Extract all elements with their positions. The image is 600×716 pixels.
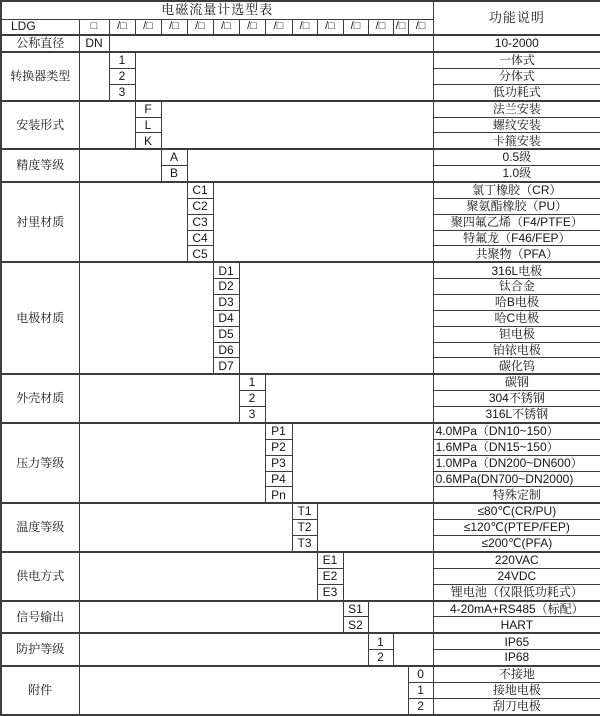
model-code-slot: /□ <box>161 19 187 35</box>
category-label-protection-class: 防护等级 <box>1 633 79 666</box>
option-code-accessories-1: 1 <box>408 683 433 699</box>
empty-cell <box>79 666 408 715</box>
option-desc-installation-type-F: 法兰安装 <box>433 101 600 117</box>
empty-cell <box>79 149 161 182</box>
option-desc-power-supply-E1: 220VAC <box>433 552 600 568</box>
option-code-nominal-diameter-DN: DN <box>79 35 109 52</box>
empty-cell <box>79 423 265 503</box>
option-desc-power-supply-E2: 24VDC <box>433 568 600 584</box>
option-code-installation-type-K: K <box>135 133 161 149</box>
option-code-converter-type-1: 1 <box>109 52 135 68</box>
model-code-slot: /□ <box>109 19 135 35</box>
option-desc-converter-type-2: 分体式 <box>433 68 600 84</box>
option-code-temperature-rating-T2: T2 <box>292 520 317 536</box>
model-code-slot: /□ <box>368 19 393 35</box>
option-desc-lining-material-C2: 聚氨酯橡胶（PU） <box>433 198 600 214</box>
category-label-converter-type: 转换器类型 <box>1 52 79 101</box>
category-label-installation-type: 安装形式 <box>1 101 79 150</box>
option-code-installation-type-F: F <box>135 101 161 117</box>
category-label-housing-material: 外壳材质 <box>1 374 79 423</box>
empty-cell <box>79 503 292 552</box>
option-desc-electrode-material-D1: 316L电极 <box>433 262 600 278</box>
option-code-pressure-rating-P1: P1 <box>265 423 292 439</box>
model-code-slot: □ <box>79 19 109 35</box>
option-code-pressure-rating-P3: P3 <box>265 455 292 471</box>
option-desc-electrode-material-D5: 钽电极 <box>433 326 600 342</box>
empty-cell <box>79 633 368 666</box>
option-desc-converter-type-1: 一体式 <box>433 52 600 68</box>
empty-cell <box>79 601 343 634</box>
model-code-slot: /□ <box>408 19 433 35</box>
option-code-converter-type-3: 3 <box>109 84 135 100</box>
category-label-electrode-material: 电极材质 <box>1 262 79 374</box>
category-label-signal-output: 信号输出 <box>1 601 79 634</box>
option-code-pressure-rating-P4: P4 <box>265 471 292 487</box>
model-code-slot: /□ <box>343 19 368 35</box>
option-desc-electrode-material-D2: 钛合金 <box>433 279 600 295</box>
option-desc-housing-material-1: 碳钢 <box>433 374 600 390</box>
model-code-slot: /□ <box>265 19 292 35</box>
empty-cell <box>265 374 433 423</box>
empty-cell <box>79 182 187 262</box>
option-code-accessories-0: 0 <box>408 666 433 682</box>
option-desc-power-supply-E3: 锂电池（仅限低功耗式） <box>433 584 600 600</box>
option-desc-signal-output-S1: 4-20mA+RS485（标配） <box>433 601 600 617</box>
option-desc-lining-material-C5: 共聚物（PFA） <box>433 246 600 262</box>
empty-cell <box>79 374 239 423</box>
option-code-lining-material-C5: C5 <box>187 246 213 262</box>
category-label-pressure-rating: 压力等级 <box>1 423 79 503</box>
option-code-electrode-material-D3: D3 <box>213 295 239 311</box>
option-desc-lining-material-C3: 聚四氟乙烯（F4/PTFE） <box>433 214 600 230</box>
table-title: 电磁流量计选型表 <box>1 1 433 19</box>
empty-cell <box>79 52 109 101</box>
empty-cell <box>368 601 433 634</box>
option-code-power-supply-E2: E2 <box>317 568 343 584</box>
category-label-lining-material: 衬里材质 <box>1 182 79 262</box>
option-code-pressure-rating-P2: P2 <box>265 439 292 455</box>
option-code-converter-type-2: 2 <box>109 68 135 84</box>
empty-cell <box>187 149 433 182</box>
option-desc-pressure-rating-P4: 0.6MPa(DN700~DN2000) <box>433 471 600 487</box>
empty-cell <box>393 633 433 666</box>
option-code-signal-output-S2: S2 <box>343 617 368 633</box>
option-code-electrode-material-D2: D2 <box>213 279 239 295</box>
option-code-protection-class-2: 2 <box>368 650 393 666</box>
option-desc-accuracy-class-B: 1.0级 <box>433 166 600 182</box>
empty-cell <box>239 262 433 374</box>
option-desc-pressure-rating-Pn: 特殊定制 <box>433 487 600 503</box>
option-code-power-supply-E3: E3 <box>317 584 343 600</box>
model-code-slot: /□ <box>135 19 161 35</box>
option-code-temperature-rating-T3: T3 <box>292 536 317 552</box>
option-desc-lining-material-C4: 特氟龙（F46/FEP） <box>433 230 600 246</box>
option-desc-pressure-rating-P2: 1.6MPa（DN15~150） <box>433 439 600 455</box>
empty-cell <box>79 262 213 374</box>
option-desc-housing-material-2: 304不锈钢 <box>433 391 600 407</box>
option-desc-electrode-material-D4: 哈C电极 <box>433 310 600 326</box>
model-code-slot: /□ <box>292 19 317 35</box>
model-code-slot: /□ <box>213 19 239 35</box>
option-code-accuracy-class-B: B <box>161 166 187 182</box>
option-desc-temperature-rating-T3: ≤200℃(PFA) <box>433 536 600 552</box>
category-label-power-supply: 供电方式 <box>1 552 79 601</box>
category-label-temperature-rating: 温度等级 <box>1 503 79 552</box>
option-desc-temperature-rating-T2: ≤120℃(PTEP/FEP) <box>433 520 600 536</box>
empty-cell <box>343 552 433 601</box>
option-desc-nominal-diameter-DN: 10-2000 <box>433 35 600 52</box>
model-code-slot: /□ <box>393 19 408 35</box>
option-code-electrode-material-D5: D5 <box>213 326 239 342</box>
option-code-electrode-material-D4: D4 <box>213 310 239 326</box>
empty-cell <box>79 552 317 601</box>
option-desc-installation-type-L: 螺纹安装 <box>433 117 600 133</box>
option-code-electrode-material-D1: D1 <box>213 262 239 278</box>
empty-cell <box>213 182 433 262</box>
empty-cell <box>292 423 433 503</box>
model-code-slot: /□ <box>187 19 213 35</box>
option-desc-converter-type-3: 低功耗式 <box>433 84 600 100</box>
option-desc-installation-type-K: 卡箍安装 <box>433 133 600 149</box>
category-label-accuracy-class: 精度等级 <box>1 149 79 182</box>
category-label-accessories: 附件 <box>1 666 79 715</box>
option-desc-electrode-material-D3: 哈B电极 <box>433 295 600 311</box>
model-code-slot: /□ <box>317 19 343 35</box>
option-code-electrode-material-D7: D7 <box>213 358 239 374</box>
option-code-accessories-2: 2 <box>408 698 433 715</box>
option-code-lining-material-C4: C4 <box>187 230 213 246</box>
empty-cell <box>135 52 433 101</box>
model-code-slot: /□ <box>239 19 265 35</box>
option-code-power-supply-E1: E1 <box>317 552 343 568</box>
option-code-housing-material-1: 1 <box>239 374 265 390</box>
option-code-housing-material-2: 2 <box>239 391 265 407</box>
option-code-lining-material-C1: C1 <box>187 182 213 198</box>
option-code-housing-material-3: 3 <box>239 407 265 423</box>
option-desc-protection-class-2: IP68 <box>433 650 600 666</box>
option-desc-housing-material-3: 316L不锈钢 <box>433 407 600 423</box>
option-code-electrode-material-D6: D6 <box>213 342 239 358</box>
option-desc-accessories-2: 刮刀电极 <box>433 698 600 715</box>
option-code-protection-class-1: 1 <box>368 633 393 649</box>
model-prefix: LDG <box>1 19 79 35</box>
option-desc-electrode-material-D7: 碳化钨 <box>433 358 600 374</box>
option-code-installation-type-L: L <box>135 117 161 133</box>
option-code-signal-output-S1: S1 <box>343 601 368 617</box>
option-desc-accuracy-class-A: 0.5级 <box>433 149 600 165</box>
option-code-pressure-rating-Pn: Pn <box>265 487 292 503</box>
option-desc-accessories-0: 不接地 <box>433 666 600 682</box>
category-label-nominal-diameter: 公称直径 <box>1 35 79 52</box>
empty-cell <box>317 503 433 552</box>
option-desc-lining-material-C1: 氯丁橡胶（CR） <box>433 182 600 198</box>
option-code-lining-material-C3: C3 <box>187 214 213 230</box>
option-desc-electrode-material-D6: 铂铱电极 <box>433 342 600 358</box>
option-desc-temperature-rating-T1: ≤80℃(CR/PU) <box>433 503 600 519</box>
option-code-temperature-rating-T1: T1 <box>292 503 317 519</box>
empty-cell <box>79 101 135 150</box>
function-description-header: 功能说明 <box>433 1 600 35</box>
option-desc-accessories-1: 接地电极 <box>433 683 600 699</box>
empty-cell <box>109 35 433 52</box>
option-desc-protection-class-1: IP65 <box>433 633 600 649</box>
option-code-lining-material-C2: C2 <box>187 198 213 214</box>
option-desc-pressure-rating-P3: 1.0MPa（DN200~DN600） <box>433 455 600 471</box>
option-code-accuracy-class-A: A <box>161 149 187 165</box>
option-desc-signal-output-S2: HART <box>433 617 600 633</box>
empty-cell <box>161 101 433 150</box>
option-desc-pressure-rating-P1: 4.0MPa（DN10~150） <box>433 423 600 439</box>
